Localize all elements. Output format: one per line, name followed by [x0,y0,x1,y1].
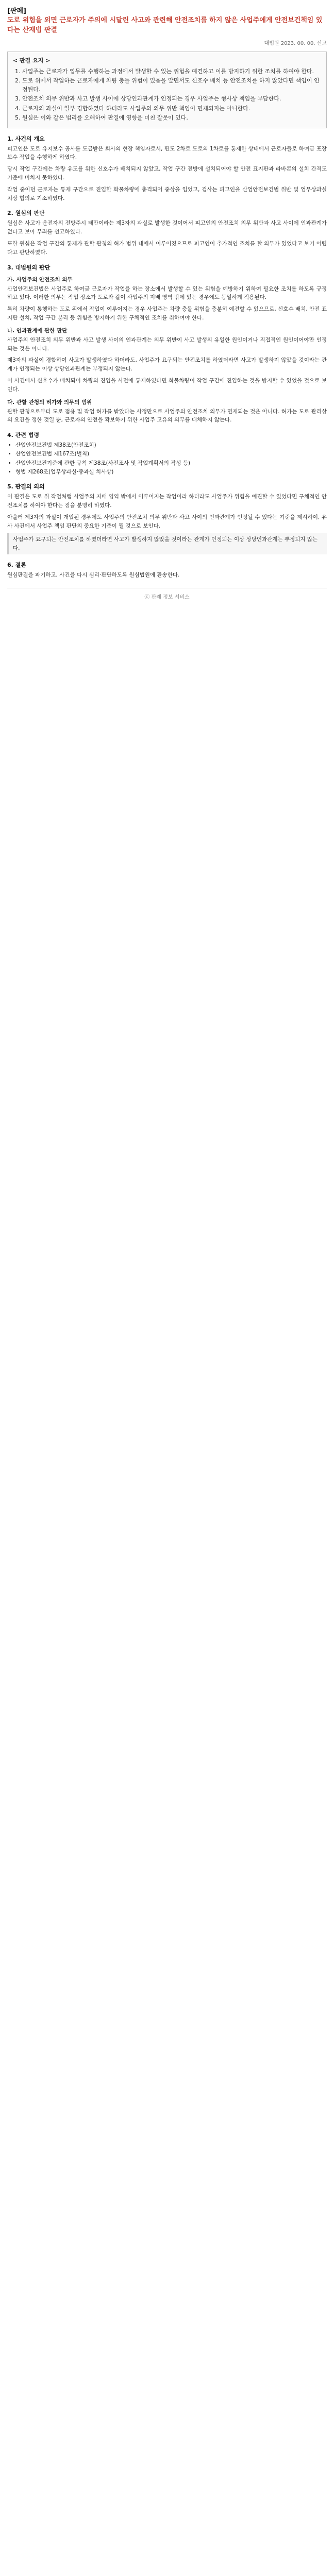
subsection-heading: 가. 사업주의 안전조치 의무 [7,276,73,283]
subsection-heading: 다. 관할 관청의 허가와 의무의 범위 [7,399,92,405]
paragraph: 산업안전보건법은 사업주로 하여금 근로자가 작업을 하는 장소에서 발생할 수 있는 위험을 예방하기 위하여 필요한 조치를 하도록 규정하고 있다. 이러한 의무는 작업 장소가 도로와 같이 사업주의 지배 영역 밖에 있는 경우에도 동일하게 적용된다. [7,285,327,301]
paragraph: 원심판결을 파기하고, 사건을 다시 심리·판단하도록 원심법원에 환송한다. [7,572,180,578]
paragraph: 관할 관청으로부터 도로 점용 및 작업 허가를 받았다는 사정만으로 사업주의 안전조치 의무가 면제되는 것은 아니다. 허가는 도로 관리상의 요건을 정한 것일 뿐, 근로자의 안전을 확보하기 위한 사업주 고유의 의무를 대체하지 않는다. [7,408,327,423]
section-heading: 1. 사건의 개요 [7,135,45,142]
summary-item: 1. 사업주는 근로자가 업무를 수행하는 과정에서 발생할 수 있는 위험을 예견하고 이를 방지하기 위한 조치를 하여야 한다. [22,67,321,76]
document-page [7,0,327,613]
section [7,561,327,580]
paragraph: 아울러 제3자의 과실이 개입된 경우에도 사업주의 안전조치 의무 위반과 사고 사이의 인과관계가 인정될 수 있다는 기준을 제시하여, 유사 사건에서 사업주 책임 판단의 중요한 기준이 될 것으로 보인다. [7,514,327,529]
summary-item: 2. 도로 위에서 작업하는 근로자에게 차량 충돌 위험이 있음을 알면서도 신호수 배치 등 안전조치를 하지 않았다면 책임이 인정된다. [22,77,321,94]
document-meta: 대법원 2023. 00. 00. 선고 [264,40,327,46]
section-heading: 6. 결론 [7,562,26,568]
section [7,134,327,203]
paragraph: 이 판결은 도로 위 작업처럼 사업주의 지배 영역 밖에서 이루어지는 작업이라 하더라도 사업주가 위험을 예견할 수 있었다면 구체적인 안전조치를 하여야 한다는 점을 분명히 하였다. [7,494,327,509]
paragraph: 당시 작업 구간에는 차량 유도를 위한 신호수가 배치되지 않았고, 작업 구간 전방에 설치되어야 할 안전 표지판과 라바콘의 설치 간격도 기준에 미치지 못하였다. [7,166,327,181]
law-item: • 산업안전보건기준에 관한 규칙 제38조(사전조사 및 작업계획서의 작성 등) [15,459,327,467]
section [7,263,327,425]
paragraph: 제3자의 과실이 경합하여 사고가 발생하였다 하더라도, 사업주가 요구되는 안전조치를 하였더라면 사고가 발생하지 않았을 것이라는 관계가 인정되는 이상 상당인과관계는 부정되지 않는다. [7,357,327,372]
document-tag: [판례] [7,7,26,15]
section [7,482,327,554]
section-heading: 5. 판결의 의의 [7,483,45,490]
paragraph: 특히 차량이 통행하는 도로 위에서 작업이 이루어지는 경우 사업주는 차량 충돌 위험을 충분히 예견할 수 있으므로, 신호수 배치, 안전 표지판 설치, 작업 구간 분리 등 위험을 방지하기 위한 구체적인 조치를 취하여야 한다. [7,306,327,321]
paragraph: 피고인은 도로 유지보수 공사를 도급받은 회사의 현장 책임자로서, 편도 2차로 도로의 1차로를 통제한 상태에서 근로자들로 하여금 포장 보수 작업을 수행하게 하였다. [7,145,327,161]
section-heading: 3. 대법원의 판단 [7,264,51,271]
law-item: • 산업안전보건법 제38조(안전조치) [15,441,327,449]
paragraph: 사업주의 안전조치 의무 위반과 사고 발생 사이의 인과관계는 의무 위반이 사고 발생의 유일한 원인이거나 직접적인 원인이어야만 인정되는 것은 아니다. [7,336,327,352]
summary-item: 5. 원심은 이와 같은 법리를 오해하여 판결에 영향을 미친 잘못이 있다. [22,114,321,123]
section-heading: 2. 원심의 판단 [7,210,45,217]
summary-title: < 판결 요지 > [13,57,51,64]
document-body [7,134,327,580]
paragraph: 이 사건에서 신호수가 배치되어 차량의 진입을 사전에 통제하였다면 화물차량이 작업 구간에 진입하는 것을 방지할 수 있었을 것으로 보인다. [7,378,327,393]
law-list [7,441,327,476]
paragraph: 원심은 사고가 운전자의 전방주시 태만이라는 제3자의 과실로 발생한 것이어서 피고인의 안전조치 의무 위반과 사고 사이에 인과관계가 없다고 보아 무죄를 선고하였다. [7,220,327,235]
paragraph: 작업 중이던 근로자는 통제 구간으로 진입한 화물차량에 충격되어 중상을 입었고, 검사는 피고인을 산업안전보건법 위반 및 업무상과실치상 혐의로 기소하였다. [7,186,327,201]
document-header [7,5,327,46]
quote-block: 사업주가 요구되는 안전조치를 하였더라면 사고가 발생하지 않았을 것이라는 관계가 인정되는 이상 상당인과관계는 부정되지 않는다. [7,533,327,554]
section [7,209,327,257]
summary-box [7,52,327,128]
document-footer: ⓒ 판례 정보 서비스 [7,588,327,600]
section-heading: 4. 관련 법령 [7,432,39,439]
document-title: 도로 위험을 외면 근로자가 주의에 시달린 사고와 관련해 안전조치를 하지 않은 사업주에게 안전보건책임 있다는 산재법 판결 [7,16,323,34]
section [7,431,327,476]
summary-item: 3. 안전조치 의무 위반과 사고 발생 사이에 상당인과관계가 인정되는 경우 사업주는 형사상 책임을 부담한다. [22,95,321,104]
law-item: • 형법 제268조(업무상과실·중과실 치사상) [15,468,327,476]
subsection-heading: 나. 인과관계에 관한 판단 [7,327,68,334]
paragraph: 또한 원심은 작업 구간의 통제가 관할 관청의 허가 범위 내에서 이루어졌으므로 피고인이 추가적인 조치를 할 의무가 있었다고 보기 어렵다고 판단하였다. [7,241,327,256]
summary-item: 4. 근로자의 과실이 일부 경합하였다 하더라도 사업주의 의무 위반 책임이 면제되지는 아니한다. [22,105,321,113]
summary-list [13,67,321,123]
law-item: • 산업안전보건법 제167조(벌칙) [15,450,327,458]
